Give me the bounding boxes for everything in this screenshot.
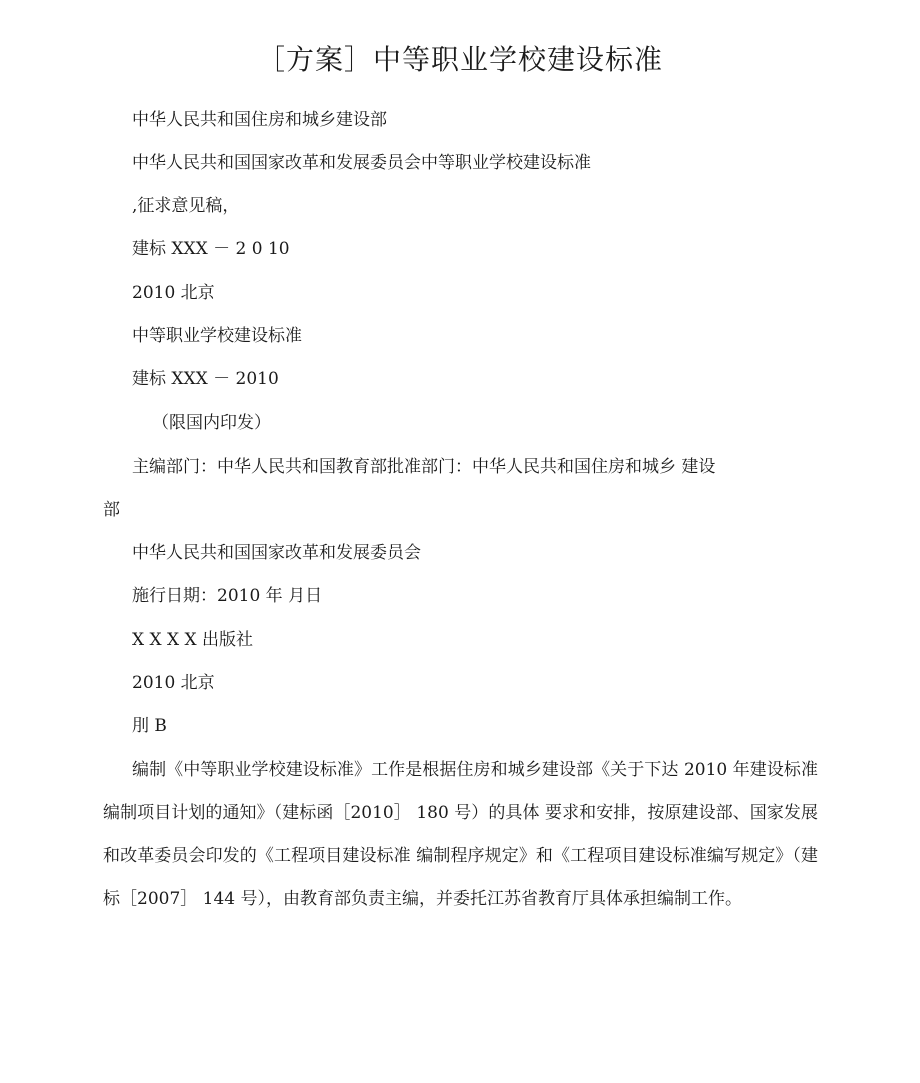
year-place: 2010 北京	[132, 283, 215, 303]
standard-code-full: 建标 XXX － 2010	[132, 369, 279, 389]
publish-year-place: 2010 北京	[132, 673, 215, 693]
standard-name: 中等职业学校建设标准	[132, 326, 302, 346]
preface-heading: 刖 B	[132, 716, 167, 736]
approving-commission: 中华人民共和国国家改革和发展委员会	[132, 543, 421, 563]
editing-and-approving-departments: 主编部门：中华人民共和国教育部批准部门：中华人民共和国住房和城乡 建设	[132, 457, 716, 477]
issuer-ministry-housing: 中华人民共和国住房和城乡建设部	[132, 110, 387, 130]
draft-notice: ,征求意见稿，	[132, 196, 240, 216]
effective-date: 施行日期：2010 年 月日	[132, 586, 323, 606]
department-suffix: 部	[103, 500, 120, 520]
preface-paragraph: 编制《中等职业学校建设标准》工作是根据住房和城乡建设部《关于下达 2010 年建设标准编制项目计划的通知》（建标函［2010］ 180 号）的具体 要求和安排，按原建设部、国家发展和改革委员会印发的《工程项目建设标准 编制程序规定》和《工程项目建设标准编写规定》（建标［2007］ 144 号），由教育部负责主编，并委托江苏省教育厅具体承担编制工作。	[103, 760, 818, 909]
issuer-commission-and-standard-name: 中华人民共和国国家改革和发展委员会中等职业学校建设标准	[132, 153, 591, 173]
publisher: X X X X 出版社	[132, 630, 254, 650]
distribution-note: （限国内印发）	[152, 413, 271, 433]
standard-code: 建标 XXX － 2 0 10	[132, 239, 290, 259]
document-title: ［方案］中等职业学校建设标准	[256, 43, 663, 76]
